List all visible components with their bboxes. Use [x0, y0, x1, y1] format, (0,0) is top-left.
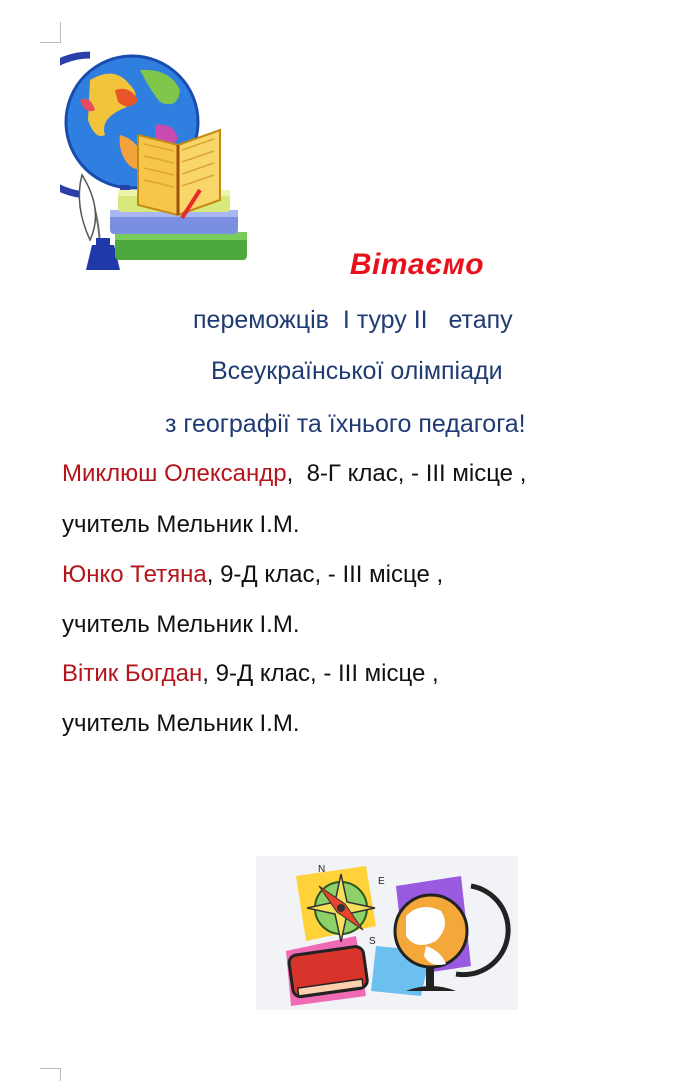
winner-entry-3: [62, 660, 439, 688]
heading-line-2: Всеукраїнської олімпіади: [211, 357, 503, 385]
page-corner-mark-top: [40, 22, 61, 43]
winner-details: , 9-Д клас, - ІІІ місце ,: [202, 660, 439, 687]
compass-letter-n: N: [318, 864, 326, 875]
heading-line-3: з географії та їхнього педагога!: [165, 410, 526, 438]
page-corner-mark-bottom: [40, 1068, 61, 1081]
winner-teacher-1: учитель Мельник І.М.: [62, 511, 300, 538]
compass-globe-illustration: [256, 856, 518, 1010]
greeting-title: Вітаємо: [349, 248, 485, 281]
winner-teacher-2: учитель Мельник І.М.: [62, 611, 300, 638]
compass-letter-e: E: [378, 876, 385, 887]
winner-teacher-3: учитель Мельник І.М.: [62, 710, 300, 737]
winner-details: , 9-Д клас, - ІІІ місце ,: [206, 561, 444, 588]
winner-name: Миклюш Олександр: [62, 460, 287, 487]
globe-books-illustration: [60, 40, 255, 280]
winner-entry-1: [62, 460, 526, 488]
winner-details: , 8-Г клас, - ІІІ місце ,: [286, 460, 527, 487]
winner-name: Вітик Богдан: [62, 660, 203, 687]
compass-letter-s: S: [369, 936, 376, 947]
heading-line-1: переможців І туру ІІ етапу: [193, 306, 513, 334]
winner-entry-2: [62, 561, 443, 589]
winner-name: Юнко Тетяна: [62, 561, 207, 588]
